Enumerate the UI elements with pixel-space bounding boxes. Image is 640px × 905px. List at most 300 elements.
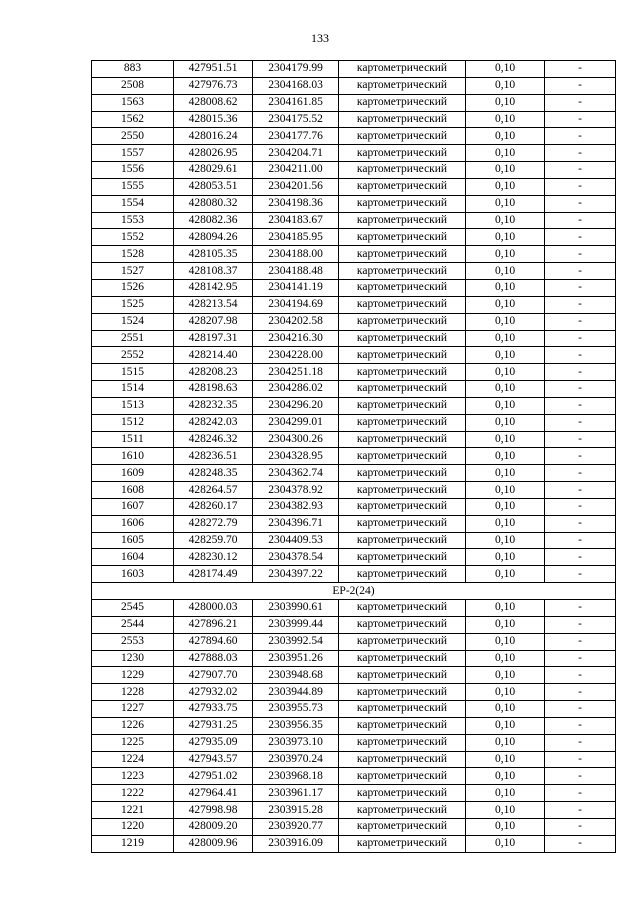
method-cell: картометрический bbox=[339, 633, 466, 650]
method-cell: картометрический bbox=[339, 600, 466, 617]
table-row bbox=[92, 734, 616, 751]
y-coordinate-cell: 2304396.71 bbox=[253, 515, 339, 532]
note-cell: - bbox=[545, 717, 616, 734]
point-number-cell: 1553 bbox=[92, 212, 174, 229]
x-coordinate-cell: 428236.51 bbox=[174, 448, 253, 465]
note-cell: - bbox=[545, 229, 616, 246]
x-coordinate-cell: 428053.51 bbox=[174, 178, 253, 195]
note-cell: - bbox=[545, 465, 616, 482]
y-coordinate-cell: 2303948.68 bbox=[253, 667, 339, 684]
point-number-cell: 1556 bbox=[92, 162, 174, 179]
note-cell: - bbox=[545, 600, 616, 617]
method-cell: картометрический bbox=[339, 347, 466, 364]
accuracy-cell: 0,10 bbox=[466, 482, 545, 499]
note-cell: - bbox=[545, 566, 616, 583]
y-coordinate-cell: 2304198.36 bbox=[253, 195, 339, 212]
accuracy-cell: 0,10 bbox=[466, 381, 545, 398]
method-cell: картометрический bbox=[339, 785, 466, 802]
note-cell: - bbox=[545, 330, 616, 347]
method-cell: картометрический bbox=[339, 448, 466, 465]
table-row bbox=[92, 650, 616, 667]
method-cell: картометрический bbox=[339, 835, 466, 852]
x-coordinate-cell: 428198.63 bbox=[174, 381, 253, 398]
table-row bbox=[92, 768, 616, 785]
point-number-cell: 1610 bbox=[92, 448, 174, 465]
y-coordinate-cell: 2303992.54 bbox=[253, 633, 339, 650]
table-row bbox=[92, 313, 616, 330]
method-cell: картометрический bbox=[339, 498, 466, 515]
table-row bbox=[92, 195, 616, 212]
accuracy-cell: 0,10 bbox=[466, 498, 545, 515]
table-row bbox=[92, 364, 616, 381]
table-row bbox=[92, 835, 616, 852]
y-coordinate-cell: 2303951.26 bbox=[253, 650, 339, 667]
note-cell: - bbox=[545, 667, 616, 684]
y-coordinate-cell: 2304286.02 bbox=[253, 381, 339, 398]
method-cell: картометрический bbox=[339, 279, 466, 296]
x-coordinate-cell: 428015.36 bbox=[174, 111, 253, 128]
table-row bbox=[92, 128, 616, 145]
y-coordinate-cell: 2304141.19 bbox=[253, 279, 339, 296]
coordinates-table bbox=[91, 60, 616, 853]
accuracy-cell: 0,10 bbox=[466, 313, 545, 330]
x-coordinate-cell: 428232.35 bbox=[174, 397, 253, 414]
y-coordinate-cell: 2304204.71 bbox=[253, 145, 339, 162]
note-cell: - bbox=[545, 650, 616, 667]
method-cell: картометрический bbox=[339, 802, 466, 819]
accuracy-cell: 0,10 bbox=[466, 246, 545, 263]
accuracy-cell: 0,10 bbox=[466, 600, 545, 617]
x-coordinate-cell: 427932.02 bbox=[174, 684, 253, 701]
x-coordinate-cell: 428242.03 bbox=[174, 414, 253, 431]
x-coordinate-cell: 428105.35 bbox=[174, 246, 253, 263]
y-coordinate-cell: 2304382.93 bbox=[253, 498, 339, 515]
x-coordinate-cell: 427896.21 bbox=[174, 616, 253, 633]
y-coordinate-cell: 2304328.95 bbox=[253, 448, 339, 465]
table-row bbox=[92, 263, 616, 280]
accuracy-cell: 0,10 bbox=[466, 616, 545, 633]
x-coordinate-cell: 428016.24 bbox=[174, 128, 253, 145]
method-cell: картометрический bbox=[339, 296, 466, 313]
point-number-cell: 1228 bbox=[92, 684, 174, 701]
x-coordinate-cell: 428008.62 bbox=[174, 94, 253, 111]
point-number-cell: 2550 bbox=[92, 128, 174, 145]
table-row bbox=[92, 498, 616, 515]
method-cell: картометрический bbox=[339, 684, 466, 701]
x-coordinate-cell: 427998.98 bbox=[174, 802, 253, 819]
table-row bbox=[92, 802, 616, 819]
note-cell: - bbox=[545, 785, 616, 802]
accuracy-cell: 0,10 bbox=[466, 768, 545, 785]
point-number-cell: 2544 bbox=[92, 616, 174, 633]
section-header-row bbox=[92, 583, 616, 600]
y-coordinate-cell: 2304296.20 bbox=[253, 397, 339, 414]
method-cell: картометрический bbox=[339, 77, 466, 94]
y-coordinate-cell: 2303955.73 bbox=[253, 701, 339, 718]
accuracy-cell: 0,10 bbox=[466, 263, 545, 280]
y-coordinate-cell: 2303956.35 bbox=[253, 717, 339, 734]
method-cell: картометрический bbox=[339, 381, 466, 398]
note-cell: - bbox=[545, 532, 616, 549]
note-cell: - bbox=[545, 381, 616, 398]
y-coordinate-cell: 2304161.85 bbox=[253, 94, 339, 111]
method-cell: картометрический bbox=[339, 212, 466, 229]
point-number-cell: 1513 bbox=[92, 397, 174, 414]
method-cell: картометрический bbox=[339, 414, 466, 431]
accuracy-cell: 0,10 bbox=[466, 802, 545, 819]
note-cell: - bbox=[545, 347, 616, 364]
note-cell: - bbox=[545, 835, 616, 852]
point-number-cell: 1222 bbox=[92, 785, 174, 802]
y-coordinate-cell: 2304300.26 bbox=[253, 431, 339, 448]
accuracy-cell: 0,10 bbox=[466, 650, 545, 667]
x-coordinate-cell: 427951.02 bbox=[174, 768, 253, 785]
note-cell: - bbox=[545, 145, 616, 162]
note-cell: - bbox=[545, 818, 616, 835]
table-row bbox=[92, 701, 616, 718]
y-coordinate-cell: 2304251.18 bbox=[253, 364, 339, 381]
table-row bbox=[92, 347, 616, 364]
accuracy-cell: 0,10 bbox=[466, 397, 545, 414]
method-cell: картометрический bbox=[339, 128, 466, 145]
point-number-cell: 1227 bbox=[92, 701, 174, 718]
y-coordinate-cell: 2304183.67 bbox=[253, 212, 339, 229]
method-cell: картометрический bbox=[339, 515, 466, 532]
x-coordinate-cell: 428246.32 bbox=[174, 431, 253, 448]
method-cell: картометрический bbox=[339, 246, 466, 263]
method-cell: картометрический bbox=[339, 431, 466, 448]
point-number-cell: 1219 bbox=[92, 835, 174, 852]
point-number-cell: 1606 bbox=[92, 515, 174, 532]
point-number-cell: 1511 bbox=[92, 431, 174, 448]
note-cell: - bbox=[545, 633, 616, 650]
note-cell: - bbox=[545, 802, 616, 819]
accuracy-cell: 0,10 bbox=[466, 229, 545, 246]
x-coordinate-cell: 427907.70 bbox=[174, 667, 253, 684]
point-number-cell: 883 bbox=[92, 61, 174, 78]
accuracy-cell: 0,10 bbox=[466, 195, 545, 212]
method-cell: картометрический bbox=[339, 532, 466, 549]
y-coordinate-cell: 2304177.76 bbox=[253, 128, 339, 145]
x-coordinate-cell: 428142.95 bbox=[174, 279, 253, 296]
accuracy-cell: 0,10 bbox=[466, 431, 545, 448]
point-number-cell: 1223 bbox=[92, 768, 174, 785]
x-coordinate-cell: 428080.32 bbox=[174, 195, 253, 212]
note-cell: - bbox=[545, 448, 616, 465]
method-cell: картометрический bbox=[339, 94, 466, 111]
method-cell: картометрический bbox=[339, 482, 466, 499]
point-number-cell: 1607 bbox=[92, 498, 174, 515]
note-cell: - bbox=[545, 212, 616, 229]
note-cell: - bbox=[545, 263, 616, 280]
table-row bbox=[92, 549, 616, 566]
note-cell: - bbox=[545, 397, 616, 414]
x-coordinate-cell: 428174.49 bbox=[174, 566, 253, 583]
method-cell: картометрический bbox=[339, 818, 466, 835]
point-number-cell: 1515 bbox=[92, 364, 174, 381]
note-cell: - bbox=[545, 734, 616, 751]
accuracy-cell: 0,10 bbox=[466, 111, 545, 128]
y-coordinate-cell: 2303944.89 bbox=[253, 684, 339, 701]
y-coordinate-cell: 2303920.77 bbox=[253, 818, 339, 835]
coordinates-group-b bbox=[92, 600, 616, 853]
point-number-cell: 1512 bbox=[92, 414, 174, 431]
method-cell: картометрический bbox=[339, 111, 466, 128]
point-number-cell: 1554 bbox=[92, 195, 174, 212]
accuracy-cell: 0,10 bbox=[466, 212, 545, 229]
accuracy-cell: 0,10 bbox=[466, 717, 545, 734]
point-number-cell: 1563 bbox=[92, 94, 174, 111]
x-coordinate-cell: 428108.37 bbox=[174, 263, 253, 280]
note-cell: - bbox=[545, 616, 616, 633]
table-row bbox=[92, 515, 616, 532]
method-cell: картометрический bbox=[339, 178, 466, 195]
note-cell: - bbox=[545, 61, 616, 78]
point-number-cell: 1604 bbox=[92, 549, 174, 566]
accuracy-cell: 0,10 bbox=[466, 347, 545, 364]
point-number-cell: 1557 bbox=[92, 145, 174, 162]
accuracy-cell: 0,10 bbox=[466, 465, 545, 482]
table-row bbox=[92, 162, 616, 179]
accuracy-cell: 0,10 bbox=[466, 279, 545, 296]
accuracy-cell: 0,10 bbox=[466, 734, 545, 751]
method-cell: картометрический bbox=[339, 364, 466, 381]
note-cell: - bbox=[545, 751, 616, 768]
x-coordinate-cell: 428260.17 bbox=[174, 498, 253, 515]
y-coordinate-cell: 2304228.00 bbox=[253, 347, 339, 364]
method-cell: картометрический bbox=[339, 145, 466, 162]
point-number-cell: 2552 bbox=[92, 347, 174, 364]
note-cell: - bbox=[545, 111, 616, 128]
method-cell: картометрический bbox=[339, 667, 466, 684]
table-row bbox=[92, 397, 616, 414]
y-coordinate-cell: 2304188.00 bbox=[253, 246, 339, 263]
method-cell: картометрический bbox=[339, 751, 466, 768]
point-number-cell: 1555 bbox=[92, 178, 174, 195]
x-coordinate-cell: 428094.26 bbox=[174, 229, 253, 246]
y-coordinate-cell: 2303990.61 bbox=[253, 600, 339, 617]
x-coordinate-cell: 427964.41 bbox=[174, 785, 253, 802]
note-cell: - bbox=[545, 498, 616, 515]
accuracy-cell: 0,10 bbox=[466, 633, 545, 650]
point-number-cell: 1527 bbox=[92, 263, 174, 280]
point-number-cell: 1220 bbox=[92, 818, 174, 835]
method-cell: картометрический bbox=[339, 717, 466, 734]
section-label: ЕР-2(24) bbox=[92, 583, 616, 600]
y-coordinate-cell: 2304299.01 bbox=[253, 414, 339, 431]
table-row bbox=[92, 532, 616, 549]
table-row bbox=[92, 61, 616, 78]
accuracy-cell: 0,10 bbox=[466, 128, 545, 145]
point-number-cell: 1562 bbox=[92, 111, 174, 128]
table-row bbox=[92, 566, 616, 583]
x-coordinate-cell: 428248.35 bbox=[174, 465, 253, 482]
table-row bbox=[92, 751, 616, 768]
y-coordinate-cell: 2304216.30 bbox=[253, 330, 339, 347]
x-coordinate-cell: 428009.96 bbox=[174, 835, 253, 852]
point-number-cell: 2553 bbox=[92, 633, 174, 650]
x-coordinate-cell: 428259.70 bbox=[174, 532, 253, 549]
x-coordinate-cell: 427894.60 bbox=[174, 633, 253, 650]
y-coordinate-cell: 2304378.54 bbox=[253, 549, 339, 566]
table-row bbox=[92, 667, 616, 684]
y-coordinate-cell: 2304201.56 bbox=[253, 178, 339, 195]
method-cell: картометрический bbox=[339, 650, 466, 667]
accuracy-cell: 0,10 bbox=[466, 94, 545, 111]
accuracy-cell: 0,10 bbox=[466, 532, 545, 549]
note-cell: - bbox=[545, 768, 616, 785]
accuracy-cell: 0,10 bbox=[466, 61, 545, 78]
x-coordinate-cell: 428207.98 bbox=[174, 313, 253, 330]
point-number-cell: 1552 bbox=[92, 229, 174, 246]
y-coordinate-cell: 2304185.95 bbox=[253, 229, 339, 246]
x-coordinate-cell: 427976.73 bbox=[174, 77, 253, 94]
point-number-cell: 1528 bbox=[92, 246, 174, 263]
point-number-cell: 1605 bbox=[92, 532, 174, 549]
point-number-cell: 1230 bbox=[92, 650, 174, 667]
method-cell: картометрический bbox=[339, 229, 466, 246]
point-number-cell: 1526 bbox=[92, 279, 174, 296]
accuracy-cell: 0,10 bbox=[466, 448, 545, 465]
method-cell: картометрический bbox=[339, 61, 466, 78]
y-coordinate-cell: 2304362.74 bbox=[253, 465, 339, 482]
method-cell: картометрический bbox=[339, 465, 466, 482]
x-coordinate-cell: 428214.40 bbox=[174, 347, 253, 364]
table-row bbox=[92, 212, 616, 229]
table-row bbox=[92, 633, 616, 650]
coordinates-group-a bbox=[92, 61, 616, 583]
y-coordinate-cell: 2303970.24 bbox=[253, 751, 339, 768]
table-row bbox=[92, 616, 616, 633]
table-row bbox=[92, 684, 616, 701]
note-cell: - bbox=[545, 482, 616, 499]
table-row bbox=[92, 600, 616, 617]
table-row bbox=[92, 717, 616, 734]
accuracy-cell: 0,10 bbox=[466, 515, 545, 532]
note-cell: - bbox=[545, 515, 616, 532]
accuracy-cell: 0,10 bbox=[466, 701, 545, 718]
method-cell: картометрический bbox=[339, 195, 466, 212]
note-cell: - bbox=[545, 701, 616, 718]
table-row bbox=[92, 229, 616, 246]
note-cell: - bbox=[545, 77, 616, 94]
point-number-cell: 2545 bbox=[92, 600, 174, 617]
x-coordinate-cell: 428009.20 bbox=[174, 818, 253, 835]
note-cell: - bbox=[545, 549, 616, 566]
note-cell: - bbox=[545, 313, 616, 330]
method-cell: картометрический bbox=[339, 566, 466, 583]
method-cell: картометрический bbox=[339, 313, 466, 330]
note-cell: - bbox=[545, 414, 616, 431]
accuracy-cell: 0,10 bbox=[466, 566, 545, 583]
y-coordinate-cell: 2303968.18 bbox=[253, 768, 339, 785]
x-coordinate-cell: 428082.36 bbox=[174, 212, 253, 229]
accuracy-cell: 0,10 bbox=[466, 162, 545, 179]
point-number-cell: 2508 bbox=[92, 77, 174, 94]
note-cell: - bbox=[545, 364, 616, 381]
method-cell: картометрический bbox=[339, 768, 466, 785]
accuracy-cell: 0,10 bbox=[466, 145, 545, 162]
y-coordinate-cell: 2304188.48 bbox=[253, 263, 339, 280]
note-cell: - bbox=[545, 279, 616, 296]
x-coordinate-cell: 428230.12 bbox=[174, 549, 253, 566]
note-cell: - bbox=[545, 431, 616, 448]
point-number-cell: 1226 bbox=[92, 717, 174, 734]
x-coordinate-cell: 427933.75 bbox=[174, 701, 253, 718]
table-row bbox=[92, 246, 616, 263]
method-cell: картометрический bbox=[339, 162, 466, 179]
note-cell: - bbox=[545, 684, 616, 701]
accuracy-cell: 0,10 bbox=[466, 785, 545, 802]
note-cell: - bbox=[545, 128, 616, 145]
accuracy-cell: 0,10 bbox=[466, 667, 545, 684]
point-number-cell: 1608 bbox=[92, 482, 174, 499]
y-coordinate-cell: 2304211.00 bbox=[253, 162, 339, 179]
method-cell: картометрический bbox=[339, 734, 466, 751]
accuracy-cell: 0,10 bbox=[466, 414, 545, 431]
y-coordinate-cell: 2304175.52 bbox=[253, 111, 339, 128]
method-cell: картометрический bbox=[339, 616, 466, 633]
accuracy-cell: 0,10 bbox=[466, 751, 545, 768]
y-coordinate-cell: 2304202.58 bbox=[253, 313, 339, 330]
accuracy-cell: 0,10 bbox=[466, 818, 545, 835]
point-number-cell: 1603 bbox=[92, 566, 174, 583]
accuracy-cell: 0,10 bbox=[466, 835, 545, 852]
y-coordinate-cell: 2303961.17 bbox=[253, 785, 339, 802]
accuracy-cell: 0,10 bbox=[466, 77, 545, 94]
x-coordinate-cell: 428213.54 bbox=[174, 296, 253, 313]
table-row bbox=[92, 465, 616, 482]
y-coordinate-cell: 2304179.99 bbox=[253, 61, 339, 78]
note-cell: - bbox=[545, 246, 616, 263]
x-coordinate-cell: 428264.57 bbox=[174, 482, 253, 499]
point-number-cell: 1225 bbox=[92, 734, 174, 751]
page-number: 133 bbox=[311, 31, 329, 45]
point-number-cell: 1224 bbox=[92, 751, 174, 768]
point-number-cell: 1524 bbox=[92, 313, 174, 330]
x-coordinate-cell: 428029.61 bbox=[174, 162, 253, 179]
section-header-group bbox=[92, 583, 616, 600]
table-row bbox=[92, 296, 616, 313]
x-coordinate-cell: 428026.95 bbox=[174, 145, 253, 162]
y-coordinate-cell: 2304194.69 bbox=[253, 296, 339, 313]
table-row bbox=[92, 111, 616, 128]
x-coordinate-cell: 428197.31 bbox=[174, 330, 253, 347]
note-cell: - bbox=[545, 195, 616, 212]
point-number-cell: 1525 bbox=[92, 296, 174, 313]
table-row bbox=[92, 448, 616, 465]
method-cell: картометрический bbox=[339, 330, 466, 347]
y-coordinate-cell: 2303916.09 bbox=[253, 835, 339, 852]
x-coordinate-cell: 428000.03 bbox=[174, 600, 253, 617]
x-coordinate-cell: 427943.57 bbox=[174, 751, 253, 768]
x-coordinate-cell: 427935.09 bbox=[174, 734, 253, 751]
accuracy-cell: 0,10 bbox=[466, 296, 545, 313]
point-number-cell: 1221 bbox=[92, 802, 174, 819]
point-number-cell: 1609 bbox=[92, 465, 174, 482]
accuracy-cell: 0,10 bbox=[466, 330, 545, 347]
table-row bbox=[92, 818, 616, 835]
x-coordinate-cell: 427951.51 bbox=[174, 61, 253, 78]
y-coordinate-cell: 2303915.28 bbox=[253, 802, 339, 819]
table-row bbox=[92, 482, 616, 499]
note-cell: - bbox=[545, 178, 616, 195]
note-cell: - bbox=[545, 162, 616, 179]
method-cell: картометрический bbox=[339, 701, 466, 718]
table-row bbox=[92, 178, 616, 195]
table-row bbox=[92, 94, 616, 111]
point-number-cell: 2551 bbox=[92, 330, 174, 347]
